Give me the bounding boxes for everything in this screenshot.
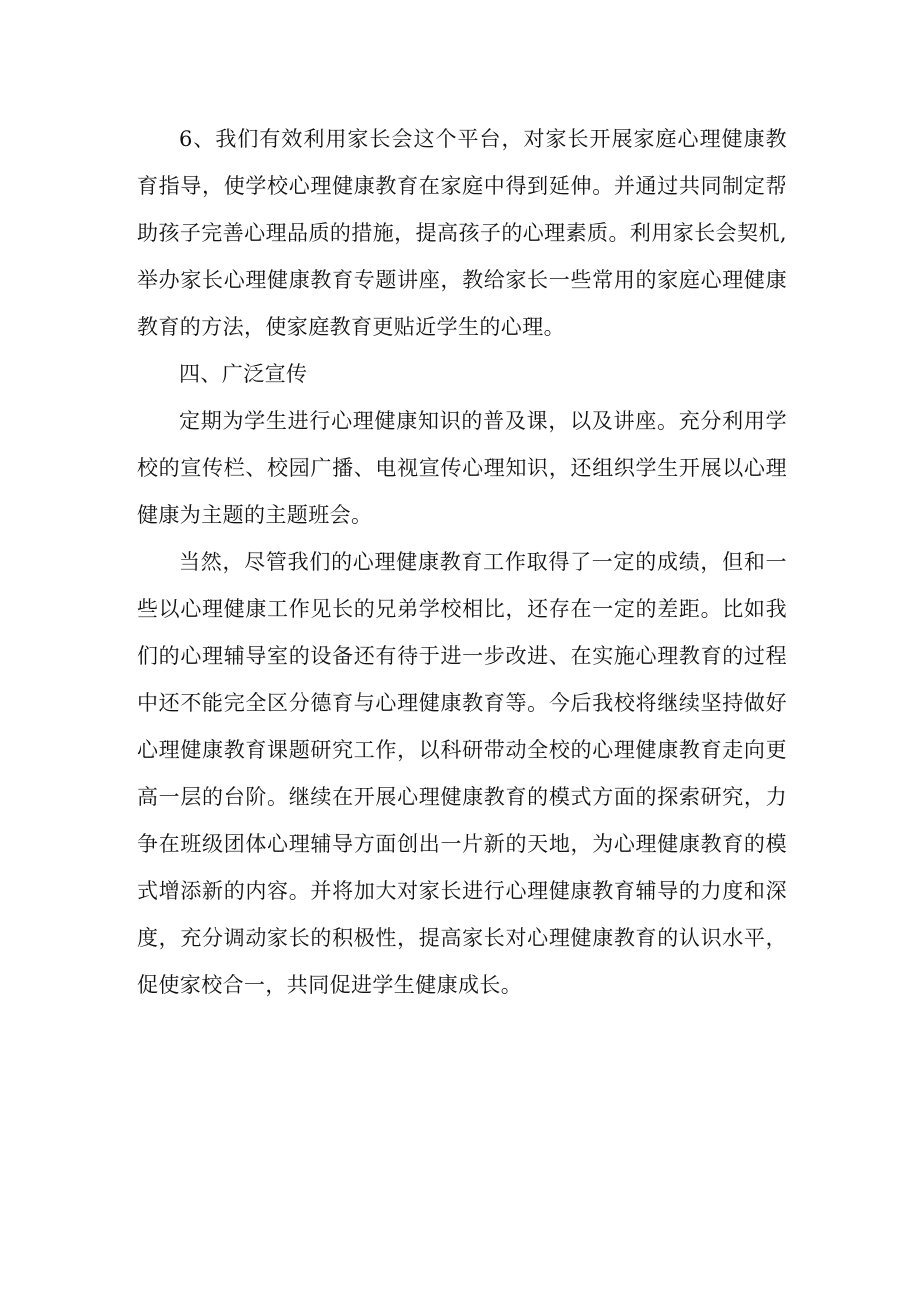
document-body — [137, 116, 787, 1009]
paragraph-parent-meeting-guidance: 6、我们有效利用家长会这个平台，对家长开展家庭心理健康教育指导，使学校心理健康教育在家庭中得到延伸。并通过共同制定帮助孩子完善心理品质的措施，提高孩子的心理素质。利用家长会契机,举办家长心理健康教育专题讲座，教给家长一些常用的家庭心理健康教育的方法，使家庭教育更贴近学生的心理。 — [137, 127, 787, 339]
section-heading-publicity: 四、广泛宣传 — [179, 362, 308, 386]
paragraph-regular-lectures: 定期为学生进行心理健康知识的普及课，以及讲座。充分利用学校的宣传栏、校园广播、电视宣传心理知识，还组织学生开展以心理健康为主题的主题班会。 — [137, 409, 787, 527]
paragraph-conclusion: 当然，尽管我们的心理健康教育工作取得了一定的成绩，但和一些以心理健康工作见长的兄弟学校相比，还存在一定的差距。比如我们的心理辅导室的设备还有待于进一步改进、在实施心理教育的过程中还不能完全区分德育与心理健康教育等。今后我校将继续坚持做好心理健康教育课题研究工作，以科研带动全校的心理健康教育走向更高一层的台阶。继续在开展心理健康教育的模式方面的探索研究，力争在班级团体心理辅导方面创出一片新的天地，为心理健康教育的模式增添新的内容。并将加大对家长进行心理健康教育辅导的力度和深度，充分调动家长的积极性，提高家长对心理健康教育的认识水平，促使家校合一，共同促进学生健康成长。 — [137, 550, 787, 997]
